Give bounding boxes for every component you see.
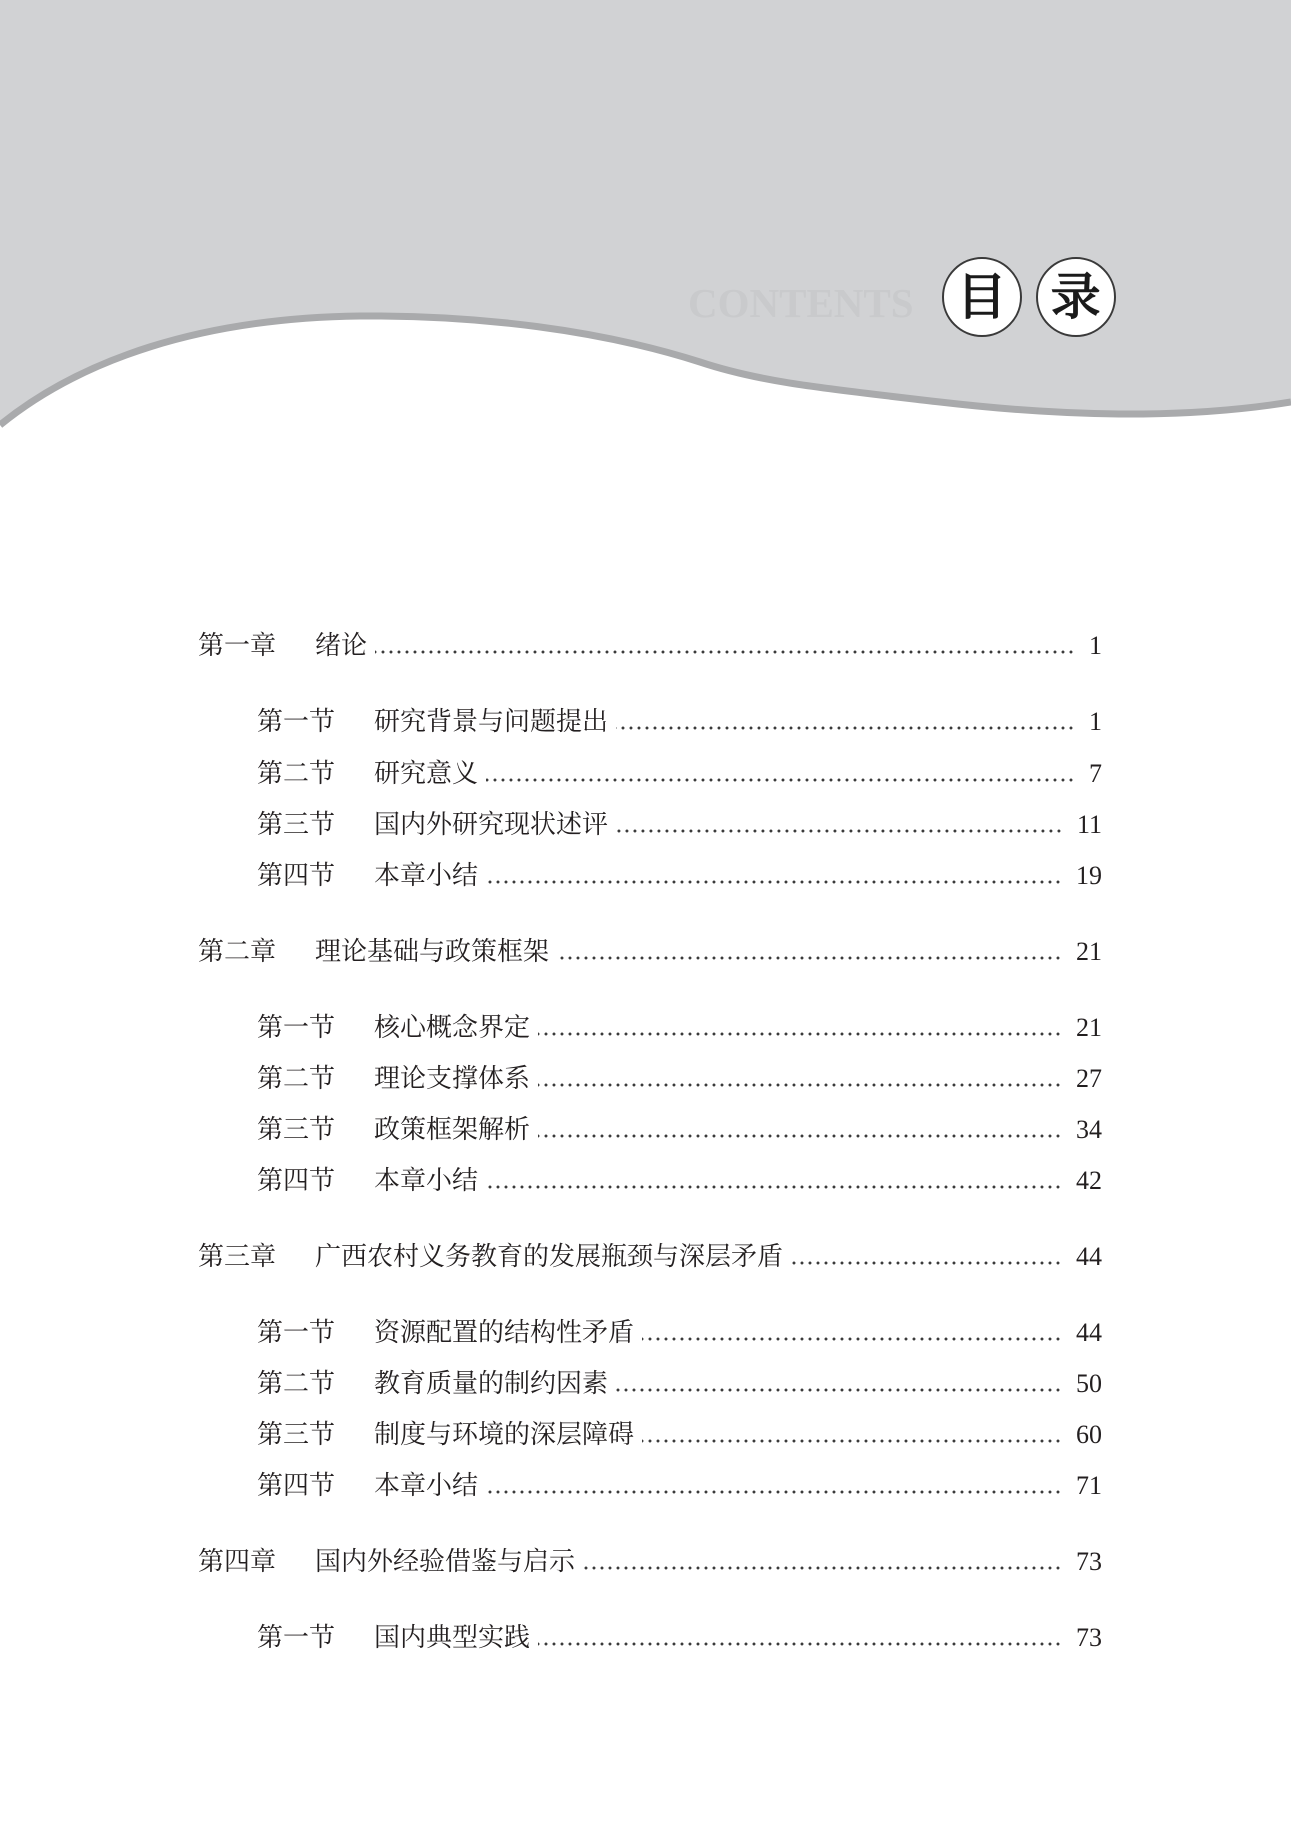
- dot-leader: [583, 1566, 1062, 1570]
- dot-leader: [616, 726, 1075, 730]
- dot-leader: [642, 1439, 1062, 1443]
- title-char-circle-lu: 录: [1036, 257, 1116, 337]
- section-number: 第一节: [257, 707, 336, 737]
- section-number: 第一节: [257, 1318, 336, 1348]
- toc-section-1-3[interactable]: [257, 805, 1102, 845]
- section-title: 理论支撑体系: [374, 1064, 531, 1094]
- page-number: 34: [1076, 1115, 1102, 1144]
- section-number: 第一节: [257, 1623, 336, 1653]
- dot-leader: [375, 650, 1075, 654]
- toc-section-2-2[interactable]: [257, 1059, 1102, 1099]
- toc-section-2-3[interactable]: [257, 1110, 1102, 1150]
- chapter-number: 第四章: [198, 1547, 277, 1577]
- page-number: 44: [1076, 1242, 1102, 1271]
- toc-section-3-3[interactable]: [257, 1415, 1102, 1455]
- chapter-title: 绪论: [315, 631, 368, 661]
- dot-leader: [538, 1134, 1062, 1138]
- chapter-title: 广西农村义务教育的发展瓶颈与深层矛盾: [315, 1242, 784, 1272]
- page-number: 44: [1076, 1318, 1102, 1347]
- page-number: 73: [1076, 1623, 1102, 1652]
- toc-chapter-1[interactable]: [198, 626, 1102, 666]
- section-title: 资源配置的结构性矛盾: [374, 1318, 635, 1348]
- page-number: 11: [1076, 810, 1102, 839]
- dot-leader: [642, 1337, 1062, 1341]
- dot-leader: [538, 1032, 1062, 1036]
- page-number: 7: [1089, 759, 1102, 788]
- dot-leader: [538, 1083, 1062, 1087]
- toc-section-1-4[interactable]: [257, 856, 1102, 896]
- page-number: 60: [1076, 1420, 1102, 1449]
- section-number: 第四节: [257, 861, 336, 891]
- toc-section-1-1[interactable]: [257, 702, 1102, 742]
- section-title: 本章小结: [374, 861, 479, 891]
- section-number: 第三节: [257, 1115, 336, 1145]
- page-number: 21: [1076, 937, 1102, 966]
- chapter-number: 第三章: [198, 1242, 277, 1272]
- toc-section-1-2[interactable]: [257, 754, 1102, 794]
- dot-leader: [486, 880, 1062, 884]
- dot-leader: [486, 1185, 1062, 1189]
- section-number: 第二节: [257, 1369, 336, 1399]
- section-title: 制度与环境的深层障碍: [374, 1420, 635, 1450]
- dot-leader: [557, 956, 1062, 960]
- dot-leader: [791, 1261, 1062, 1265]
- chapter-number: 第二章: [198, 937, 277, 967]
- section-number: 第四节: [257, 1166, 336, 1196]
- section-number: 第一节: [257, 1013, 336, 1043]
- dot-leader: [486, 1490, 1062, 1494]
- title-char-circle-mu: 目: [942, 257, 1022, 337]
- page-number: 71: [1076, 1471, 1102, 1500]
- page-number: 73: [1076, 1547, 1102, 1576]
- toc-section-3-1[interactable]: [257, 1313, 1102, 1353]
- page-number: 50: [1076, 1369, 1102, 1398]
- section-number: 第三节: [257, 810, 336, 840]
- toc-section-3-2[interactable]: [257, 1364, 1102, 1404]
- section-title: 本章小结: [374, 1166, 479, 1196]
- page-number: 27: [1076, 1064, 1102, 1093]
- section-number: 第四节: [257, 1471, 336, 1501]
- dot-leader: [538, 1642, 1062, 1646]
- toc-section-3-4[interactable]: [257, 1466, 1102, 1506]
- section-number: 第二节: [257, 1064, 336, 1094]
- page-number: 42: [1076, 1166, 1102, 1195]
- section-title: 国内典型实践: [374, 1623, 531, 1653]
- contents-word: CONTENTS: [688, 279, 914, 326]
- toc-section-2-1[interactable]: [257, 1008, 1102, 1048]
- toc-chapter-4[interactable]: [198, 1542, 1102, 1582]
- chapter-number: 第一章: [198, 631, 277, 661]
- toc-section-4-1[interactable]: [257, 1618, 1102, 1658]
- chapter-title: 国内外经验借鉴与启示: [315, 1547, 576, 1577]
- section-title: 国内外研究现状述评: [374, 810, 609, 840]
- dot-leader: [616, 829, 1063, 833]
- section-title: 核心概念界定: [374, 1013, 531, 1043]
- section-number: 第二节: [257, 759, 336, 789]
- section-title: 政策框架解析: [374, 1115, 531, 1145]
- section-title: 教育质量的制约因素: [374, 1369, 609, 1399]
- dot-leader: [616, 1388, 1062, 1392]
- chapter-title: 理论基础与政策框架: [315, 937, 550, 967]
- toc-section-2-4[interactable]: [257, 1161, 1102, 1201]
- page-number: 19: [1076, 861, 1102, 890]
- dot-leader: [486, 778, 1075, 782]
- section-title: 本章小结: [374, 1471, 479, 1501]
- page-number: 1: [1089, 631, 1102, 660]
- page-number: 21: [1076, 1013, 1102, 1042]
- section-title: 研究意义: [374, 759, 479, 789]
- toc-chapter-3[interactable]: [198, 1237, 1102, 1277]
- page-number: 1: [1089, 707, 1102, 736]
- section-title: 研究背景与问题提出: [374, 707, 609, 737]
- toc-chapter-2[interactable]: [198, 932, 1102, 972]
- section-number: 第三节: [257, 1420, 336, 1450]
